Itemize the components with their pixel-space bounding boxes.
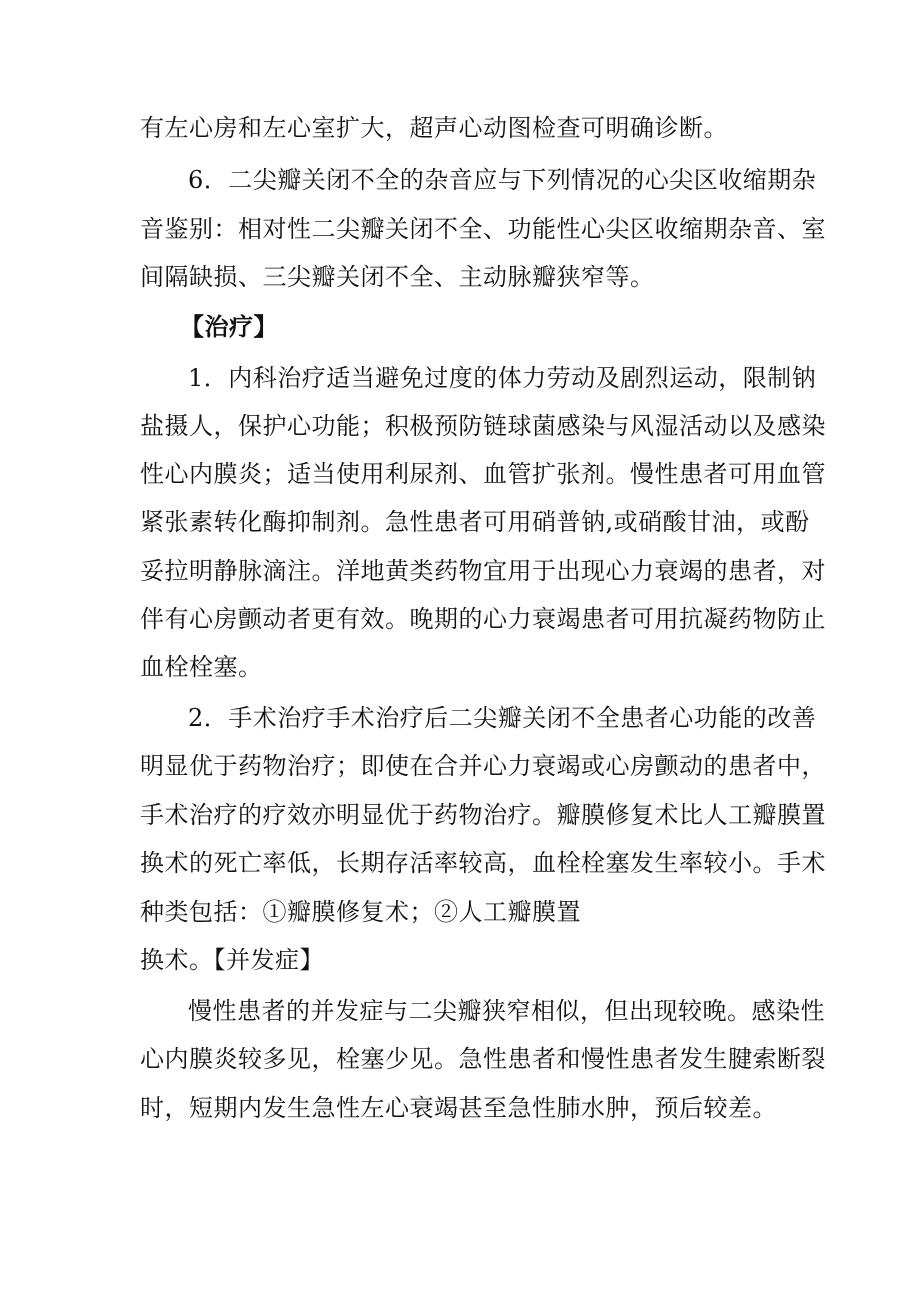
item-1-line-3: 性心内膜炎；适当使用利尿剂、血管扩张剂。慢性患者可用血管 [140,460,826,488]
item-2-line-2: 明显优于药物治疗；即使在合并心力衰竭或心房颤动的患者中， [140,752,826,780]
item-6-line-3: 间隔缺损、三尖瓣关闭不全、主动脉瓣狭窄等。 [140,263,655,291]
item-6-line-2: 音鉴别：相对性二尖瓣关闭不全、功能性心尖区收缩期杂音、室 [140,215,826,243]
item-2-line-3: 手术治疗的疗效亦明显优于药物治疗。瓣膜修复术比人工瓣膜置 [140,801,826,829]
item-1-line-7: 血栓栓塞。 [140,653,263,681]
item-1-line-2: 盐摄人，保护心功能；积极预防链球菌感染与风湿活动以及感染 [140,412,826,440]
section-heading-treatment: 【治疗】 [180,312,278,341]
item-2-line-6-with-heading: 换术。【并发症】 [140,946,324,974]
complications-line-2: 心内膜炎较多见，栓塞少见。急性患者和慢性患者发生腱索断裂 [140,1045,826,1073]
complications-line-1: 慢性患者的并发症与二尖瓣狭窄相似，但出现较晚。感染性 [188,997,825,1025]
complications-line-3: 时，短期内发生急性左心衰竭甚至急性肺水肿，预后较差。 [140,1094,777,1122]
item-1-line-5: 妥拉明静脉滴注。洋地黄类药物宜用于出现心力衰竭的患者，对 [140,557,826,585]
item-1-line-1: 1．内科治疗适当避免过度的体力劳动及剧烈运动，限制钠 [188,364,817,392]
item-6-line-1: 6．二尖瓣关闭不全的杂音应与下列情况的心尖区收缩期杂 [188,166,817,194]
item-2-line-5: 种类包括：①瓣膜修复术；②人工瓣膜置 [140,898,581,926]
item-2-line-4: 换术的死亡率低，长期存活率较高，血栓栓塞发生率较小。手术 [140,849,826,877]
item-2-line-1: 2．手术治疗手术治疗后二尖瓣关闭不全患者心功能的改善 [188,704,817,732]
item-1-line-4: 紧张素转化酶抑制剂。急性患者可用硝普钠,或硝酸甘油，或酚 [140,508,810,536]
item-1-line-6: 伴有心房颤动者更有效。晚期的心力衰竭患者可用抗凝药物防止 [140,605,826,633]
text-line-1: 有左心房和左心室扩大，超声心动图检查可明确诊断。 [140,114,728,142]
